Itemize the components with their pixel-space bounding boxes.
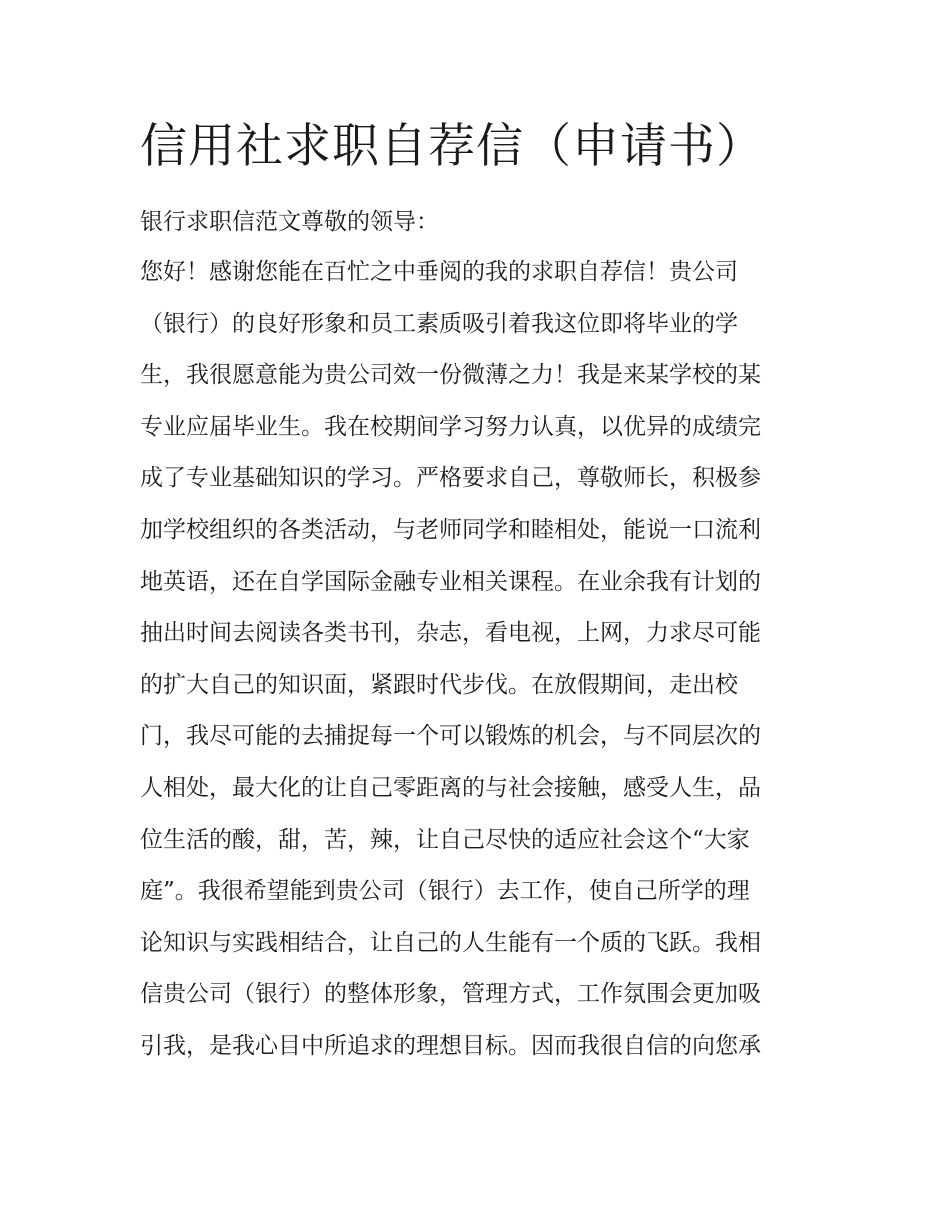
body-line: 论知识与实践相结合，让自己的人生能有一个质的飞跃。我相 bbox=[140, 929, 761, 956]
body-line: 加学校组织的各类活动，与老师同学和睦相处，能说一口流利 bbox=[140, 516, 761, 543]
body-line: （银行）的良好形象和员工素质吸引着我这位即将毕业的学 bbox=[140, 310, 738, 337]
document-title: 信用社求职自荐信（申请书） bbox=[140, 119, 764, 174]
salutation: 银行求职信范文尊敬的领导： bbox=[140, 209, 439, 235]
body-line: 您好！感谢您能在百忙之中垂阅的我的求职自荐信！贵公司 bbox=[140, 259, 738, 285]
body-line: 门，我尽可能的去捕捉每一个可以锻炼的机会，与不同层次的 bbox=[140, 723, 761, 750]
body-line: 庭”。我很希望能到贵公司（银行）去工作，使自己所学的理 bbox=[140, 878, 750, 905]
body-line: 的扩大自己的知识面，紧跟时代步伐。在放假期间，走出校 bbox=[140, 671, 738, 698]
body-line: 成了专业基础知识的学习。严格要求自己，尊敬师长，积极参 bbox=[140, 465, 761, 492]
body-line: 专业应届毕业生。我在校期间学习努力认真，以优异的成绩完 bbox=[140, 413, 761, 440]
body-line: 信贵公司（银行）的整体形象，管理方式，工作氛围会更加吸 bbox=[140, 981, 761, 1008]
body-line: 生，我很愿意能为贵公司效一份微薄之力！我是来某学校的某 bbox=[140, 362, 761, 389]
body-line: 位生活的酸，甜，苦，辣，让自己尽快的适应社会这个“大家 bbox=[140, 826, 750, 853]
body-line: 抽出时间去阅读各类书刊，杂志，看电视，上网，力求尽可能 bbox=[140, 620, 761, 647]
letter-body bbox=[140, 252, 820, 1078]
body-line: 人相处，最大化的让自己零距离的与社会接触，感受人生，品 bbox=[140, 774, 761, 801]
body-line: 引我，是我心目中所追求的理想目标。因而我很自信的向您承 bbox=[140, 1032, 761, 1059]
body-line: 地英语，还在自学国际金融专业相关课程。在业余我有计划的 bbox=[140, 568, 761, 595]
